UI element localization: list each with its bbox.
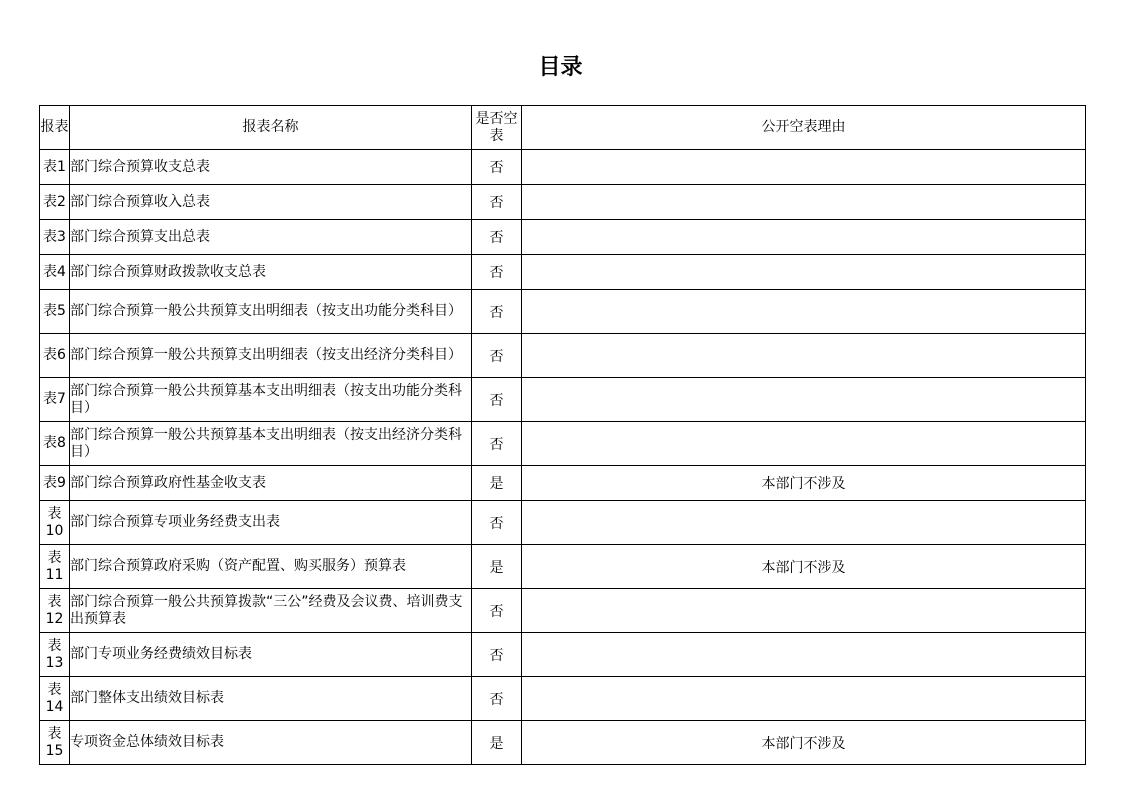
row-number: 表8 bbox=[40, 422, 70, 466]
table-row bbox=[40, 378, 1086, 422]
row-is-empty: 否 bbox=[472, 334, 522, 378]
row-reason: 本部门不涉及 bbox=[522, 466, 1086, 501]
row-name: 部门综合预算支出总表 bbox=[70, 220, 472, 255]
row-number: 表3 bbox=[40, 220, 70, 255]
row-name: 部门综合预算一般公共预算支出明细表（按支出经济分类科目） bbox=[70, 334, 472, 378]
table-row bbox=[40, 466, 1086, 501]
table-row bbox=[40, 185, 1086, 220]
header-number: 报表 bbox=[40, 106, 70, 150]
catalog-table bbox=[39, 105, 1086, 765]
row-is-empty: 否 bbox=[472, 378, 522, 422]
row-reason bbox=[522, 255, 1086, 290]
table-row bbox=[40, 334, 1086, 378]
row-is-empty: 否 bbox=[472, 589, 522, 633]
row-reason bbox=[522, 422, 1086, 466]
page-title: 目录 bbox=[538, 54, 583, 80]
row-is-empty: 是 bbox=[472, 545, 522, 589]
header-name: 报表名称 bbox=[70, 106, 472, 150]
table-row bbox=[40, 422, 1086, 466]
table-row bbox=[40, 589, 1086, 633]
row-is-empty: 否 bbox=[472, 150, 522, 185]
table-row bbox=[40, 255, 1086, 290]
row-reason bbox=[522, 589, 1086, 633]
row-reason: 本部门不涉及 bbox=[522, 721, 1086, 765]
row-reason bbox=[522, 185, 1086, 220]
row-name: 部门综合预算收入总表 bbox=[70, 185, 472, 220]
row-name: 专项资金总体绩效目标表 bbox=[70, 721, 472, 765]
row-number: 表7 bbox=[40, 378, 70, 422]
row-is-empty: 否 bbox=[472, 220, 522, 255]
header-is-empty: 是否空表 bbox=[472, 106, 522, 150]
row-is-empty: 否 bbox=[472, 677, 522, 721]
row-is-empty: 是 bbox=[472, 466, 522, 501]
row-number: 表6 bbox=[40, 334, 70, 378]
table-row bbox=[40, 545, 1086, 589]
row-reason bbox=[522, 501, 1086, 545]
row-reason bbox=[522, 378, 1086, 422]
row-number: 表11 bbox=[40, 545, 70, 589]
row-reason bbox=[522, 633, 1086, 677]
row-reason bbox=[522, 220, 1086, 255]
row-is-empty: 否 bbox=[472, 633, 522, 677]
row-number: 表5 bbox=[40, 290, 70, 334]
table-row bbox=[40, 501, 1086, 545]
row-number: 表15 bbox=[40, 721, 70, 765]
row-name: 部门专项业务经费绩效目标表 bbox=[70, 633, 472, 677]
row-number: 表10 bbox=[40, 501, 70, 545]
row-name: 部门综合预算专项业务经费支出表 bbox=[70, 501, 472, 545]
table-row bbox=[40, 633, 1086, 677]
row-name: 部门综合预算政府性基金收支表 bbox=[70, 466, 472, 501]
table-row bbox=[40, 220, 1086, 255]
row-name: 部门综合预算一般公共预算基本支出明细表（按支出功能分类科目） bbox=[70, 378, 472, 422]
row-reason bbox=[522, 677, 1086, 721]
table-row bbox=[40, 677, 1086, 721]
row-name: 部门综合预算一般公共预算支出明细表（按支出功能分类科目） bbox=[70, 290, 472, 334]
row-number: 表9 bbox=[40, 466, 70, 501]
row-name: 部门综合预算一般公共预算基本支出明细表（按支出经济分类科目） bbox=[70, 422, 472, 466]
row-is-empty: 否 bbox=[472, 501, 522, 545]
row-number: 表13 bbox=[40, 633, 70, 677]
row-number: 表14 bbox=[40, 677, 70, 721]
table-row bbox=[40, 150, 1086, 185]
row-number: 表2 bbox=[40, 185, 70, 220]
row-is-empty: 否 bbox=[472, 255, 522, 290]
row-name: 部门综合预算收支总表 bbox=[70, 150, 472, 185]
row-is-empty: 否 bbox=[472, 185, 522, 220]
table-row bbox=[40, 290, 1086, 334]
row-number: 表4 bbox=[40, 255, 70, 290]
row-number: 表12 bbox=[40, 589, 70, 633]
row-is-empty: 否 bbox=[472, 422, 522, 466]
row-name: 部门综合预算一般公共预算拨款“三公”经费及会议费、培训费支出预算表 bbox=[70, 589, 472, 633]
row-number: 表1 bbox=[40, 150, 70, 185]
row-is-empty: 是 bbox=[472, 721, 522, 765]
row-is-empty: 否 bbox=[472, 290, 522, 334]
table-row bbox=[40, 721, 1086, 765]
row-reason bbox=[522, 290, 1086, 334]
row-reason bbox=[522, 150, 1086, 185]
table-header-row bbox=[40, 106, 1086, 150]
header-reason: 公开空表理由 bbox=[522, 106, 1086, 150]
row-name: 部门综合预算政府采购（资产配置、购买服务）预算表 bbox=[70, 545, 472, 589]
row-name: 部门综合预算财政拨款收支总表 bbox=[70, 255, 472, 290]
row-reason bbox=[522, 334, 1086, 378]
row-name: 部门整体支出绩效目标表 bbox=[70, 677, 472, 721]
row-reason: 本部门不涉及 bbox=[522, 545, 1086, 589]
